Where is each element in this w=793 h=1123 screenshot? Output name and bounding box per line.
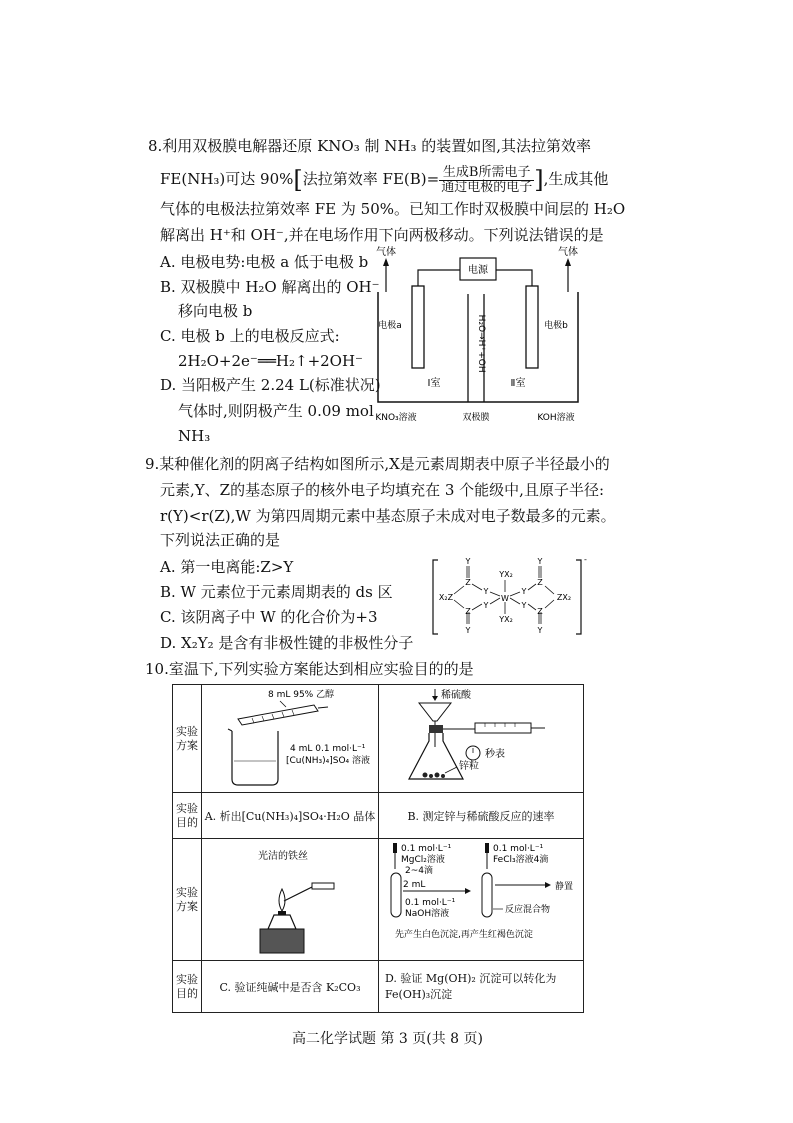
cell-a-apparatus [202, 685, 379, 793]
q8-option-b-1: B. 双极膜中 H₂O 解离出的 OH⁻ [160, 278, 380, 296]
alcohol-lamp [268, 915, 296, 929]
table-row [173, 793, 584, 839]
fe-numerator: 生成B所需电子 [439, 166, 534, 181]
q8-line1: 8.利用双极膜电解器还原 KNO₃ 制 NH₃ 的装置如图,其法拉第效率 [148, 137, 592, 155]
room-1-label: Ⅰ室 [427, 378, 441, 389]
mgcl2-drops-label: 2~4滴 [405, 866, 433, 876]
kno3-solution-label: KNO₃溶液 [375, 413, 417, 423]
cell-c-apparatus [202, 839, 379, 961]
cell-d-apparatus [379, 839, 584, 961]
iron-wire-label: 光洁的铁丝 [258, 851, 308, 862]
test-tube-right [482, 873, 492, 917]
q9-option-c: C. 该阴离子中 W 的化合价为+3 [160, 608, 378, 626]
membrane-dissociation-label: H₂O→H⁺+OH⁻ [476, 314, 486, 378]
experiment-table [172, 684, 584, 1013]
fecl3-conc-label: 0.1 mol·L⁻¹ [493, 844, 544, 854]
atom-z-top-right: Z [537, 578, 543, 587]
q8-option-c-1: C. 电极 b 上的电极反应式: [160, 327, 340, 345]
group-zx2: ZX₂ [556, 593, 572, 602]
cell-b-apparatus [379, 685, 584, 793]
q8-option-d-3: NH₃ [178, 427, 211, 445]
goal-b: B. 测定锌与稀硫酸反应的速率 [379, 793, 584, 839]
gas-label-left: 气体 [376, 247, 396, 258]
test-tube-left [391, 873, 401, 917]
goal-c: C. 验证纯碱中是否含 K₂CO₃ [202, 961, 379, 1013]
table-row [173, 839, 584, 961]
arrow-up-icon [383, 258, 389, 266]
row-label-goal: 实验目的 [173, 961, 202, 1013]
conical-flask [409, 733, 463, 779]
support-block [260, 929, 304, 953]
atom-y-bottom-right: Y [537, 626, 543, 635]
zinc-label: 锌粒 [459, 761, 479, 772]
atom-y-top-left: Y [465, 557, 471, 566]
atom-y-top-right: Y [537, 557, 543, 566]
row-label-goal: 实验目的 [173, 793, 202, 839]
atom-z-bottom-right: Z [537, 607, 543, 616]
stopwatch-label: 秒表 [485, 749, 505, 760]
q8-line3: 气体的电极法拉第效率 FE 为 50%。已知工作时双极膜中间层的 H₂O [160, 200, 626, 218]
wire-handle [312, 883, 334, 889]
naoh-label: NaOH溶液 [405, 909, 450, 919]
goal-d-line1: D. 验证 Mg(OH)₂ 沉淀可以转化为 [385, 971, 557, 985]
right-dropper [485, 843, 489, 869]
open-bracket: [ [293, 166, 303, 194]
cu-solution-label: [Cu(NH₃)₄]SO₄ 溶液 [286, 756, 371, 766]
ethanol-label: 8 mL 95% 乙醇 [268, 690, 335, 700]
page-footer: 高二化学试题 第 3 页(共 8 页) [292, 1031, 483, 1047]
flame-test-apparatus [202, 839, 378, 957]
atom-y-right-upper: Y [521, 587, 527, 596]
zinc-rate-apparatus [379, 685, 583, 789]
q8-line2-post: ,生成其他 [543, 170, 609, 188]
electrode-a [412, 286, 424, 368]
q9-option-d: D. X₂Y₂ 是含有非极性键的非极性分子 [160, 634, 414, 652]
q8-option-d-2: 气体时,则阴极产生 0.09 mol [178, 402, 374, 420]
goal-a: A. 析出[Cu(NH₃)₄]SO₄·H₂O 晶体 [202, 793, 379, 839]
precipitate-conversion-apparatus [379, 839, 583, 957]
q10-title: 10.室温下,下列实验方案能达到相应实验目的的是 [145, 660, 474, 678]
group-yx2-top: YX₂ [499, 570, 513, 579]
gas-label-right: 气体 [558, 247, 578, 258]
arrow-up-icon [565, 258, 571, 266]
row-label-scheme: 实验方案 [173, 685, 202, 793]
ethanol-precipitation-apparatus [202, 685, 378, 789]
fe-fraction [439, 166, 534, 195]
mgcl2-label: MgCl₂溶液 [401, 855, 445, 865]
stopper [429, 725, 443, 733]
arrow-down-icon [432, 696, 438, 701]
flame [279, 889, 285, 911]
q8-option-b-2: 移向电极 b [178, 302, 253, 320]
atom-y-bottom-left: Y [465, 626, 471, 635]
naoh-volume-label: 2 mL [403, 880, 426, 890]
right-bracket [576, 560, 581, 634]
anion-structure-diagram [430, 554, 588, 638]
q9-option-b: B. W 元素位于元素周期表的 ds 区 [160, 583, 393, 601]
q9-option-a: A. 第一电离能:Z>Y [160, 558, 294, 576]
row-label-scheme: 实验方案 [173, 839, 202, 961]
syringe [475, 723, 531, 733]
q9-line3: r(Y)<r(Z),W 为第四周期元素中基态原子未成对电子数最多的元素。 [160, 507, 616, 525]
close-bracket: ] [534, 166, 544, 194]
q9-line4: 下列说法正确的是 [160, 531, 281, 549]
dilute-sulfuric-label: 稀硫酸 [441, 690, 471, 701]
q8-line2 [160, 164, 608, 195]
electrode-b [526, 286, 538, 368]
power-label: 电源 [468, 265, 488, 276]
pipette [238, 705, 318, 725]
atom-z-top-left: Z [465, 578, 471, 587]
q9-line2: 元素,Y、Z的基态原子的核外电子均填充在 3 个能级中,且原子半径: [160, 481, 604, 499]
fe-denominator: 通过电极的电子 [441, 179, 533, 195]
beaker [232, 731, 278, 785]
table-row [173, 685, 584, 793]
fecl3-label: FeCl₃溶液4滴 [493, 855, 549, 865]
atom-y-right-lower: Y [521, 601, 527, 610]
iron-wire [284, 887, 312, 901]
q8-line2-pre: FE(NH₃)可达 90% [160, 170, 294, 188]
atom-z-bottom-left: Z [465, 607, 471, 616]
q9-line1: 9.某种催化剂的阴离子结构如图所示,X是元素周期表中原子半径最小的 [145, 455, 610, 473]
mgcl2-conc-label: 0.1 mol·L⁻¹ [401, 844, 452, 854]
room-2-label: Ⅱ室 [510, 378, 526, 389]
table-row [173, 961, 584, 1013]
cu-solution-conc-label: 4 mL 0.1 mol·L⁻¹ [290, 744, 366, 754]
charge-mark: - [584, 555, 587, 564]
electrode-b-label: 电极b [544, 321, 568, 331]
goal-d-line2: Fe(OH)₃沉淀 [385, 987, 453, 1001]
q8-option-c-2: 2H₂O+2e⁻══H₂↑+2OH⁻ [178, 352, 363, 370]
mixture-label: 反应混合物 [505, 905, 551, 915]
group-yx2-bottom: YX₂ [499, 615, 513, 624]
atom-y-left-upper: Y [483, 587, 489, 596]
bipolar-membrane-label: 双极膜 [462, 413, 490, 423]
stand-label: 静置 [555, 882, 574, 892]
goal-d [379, 961, 584, 1013]
q8-line4: 解离出 H⁺和 OH⁻,并在电场作用下向两极移动。下列说法错误的是 [160, 226, 604, 244]
funnel [419, 703, 451, 721]
zinc-granules [423, 773, 446, 779]
group-x2z: X₂Z [438, 593, 454, 602]
atom-y-left-lower: Y [483, 601, 489, 610]
observation-note: 先产生白色沉淀,再产生红褐色沉淀 [395, 930, 533, 940]
electrode-a-label: 电极a [378, 321, 402, 331]
atom-w-center: W [501, 594, 509, 603]
q8-fe-definition: 法拉第效率 FE(B)= [302, 170, 440, 188]
koh-solution-label: KOH溶液 [537, 413, 575, 423]
naoh-conc-label: 0.1 mol·L⁻¹ [405, 898, 456, 908]
q8-option-d-1: D. 当阳极产生 2.24 L(标准状况) [160, 376, 381, 394]
left-dropper [393, 843, 397, 869]
electrolyzer-diagram [372, 246, 584, 426]
left-bracket [433, 560, 438, 634]
q8-option-a: A. 电极电势:电极 a 低于电极 b [160, 253, 369, 271]
